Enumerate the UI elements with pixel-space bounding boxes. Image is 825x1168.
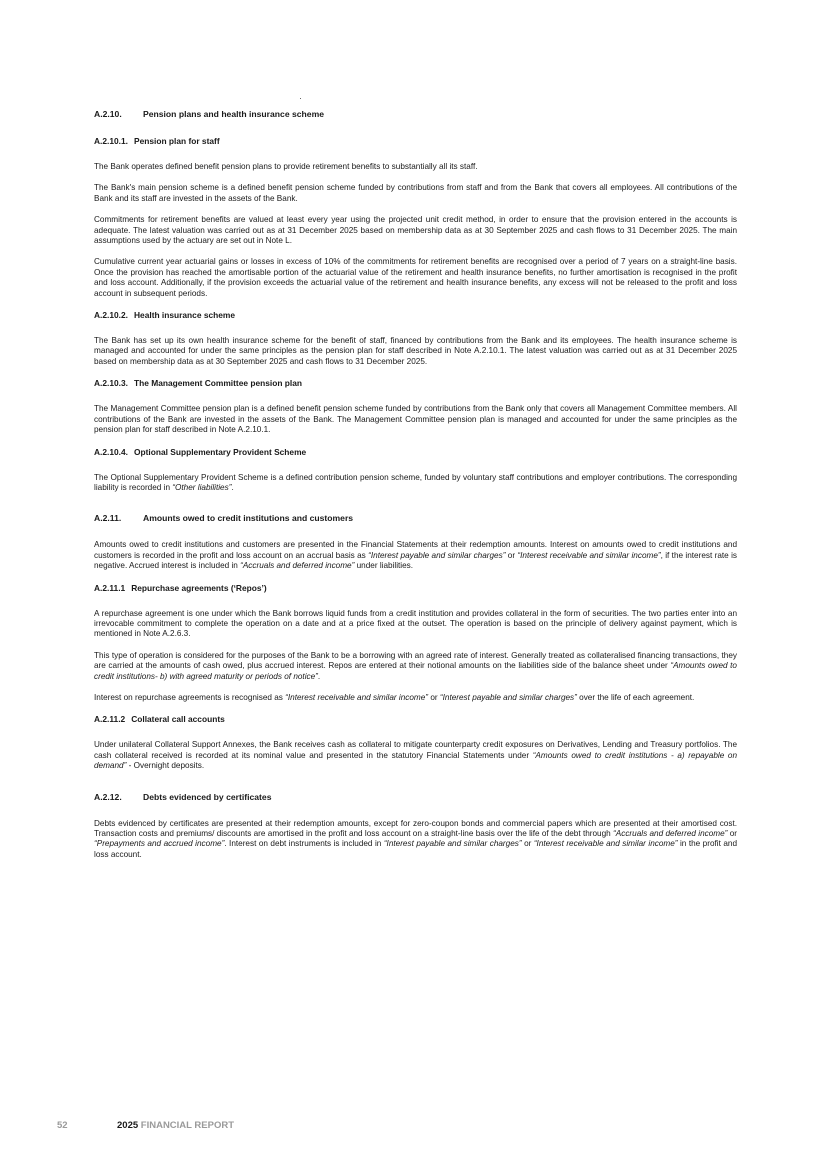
italic-term: “Amounts owed to credit institutions - a) repayable on demand” bbox=[94, 750, 738, 771]
text-run: - Overnight deposits. bbox=[126, 761, 205, 771]
paragraph bbox=[94, 473, 737, 494]
stray-dot bbox=[300, 98, 301, 99]
document-page bbox=[94, 109, 737, 871]
italic-term: “Interest payable and similar charges” bbox=[383, 839, 522, 849]
italic-term: “Accruals and deferred income” bbox=[613, 829, 728, 838]
text-run: Amounts owed to credit institutions and customers are presented in the Financial Statements at their redemption amounts. Interest on amounts owed to credit institutions and customers is recorded in the profit and loss account on an accrual basis as bbox=[94, 540, 737, 560]
section-title: Health insurance scheme bbox=[134, 310, 236, 321]
section-number: A.2.10. bbox=[94, 109, 122, 119]
section-title: Optional Supplementary Provident Scheme bbox=[134, 446, 307, 457]
italic-term: “Prepayments and accrued income” bbox=[94, 839, 225, 849]
italic-term: “Interest receivable and similar income” bbox=[533, 839, 678, 849]
paragraph bbox=[94, 540, 737, 571]
heading-a-2-11-2 bbox=[94, 714, 737, 725]
paragraph bbox=[94, 819, 737, 861]
section-title: Pension plan for staff bbox=[134, 136, 220, 146]
section-title: The Management Committee pension plan bbox=[134, 378, 302, 389]
paragraph: The Management Committee pension plan is a defined benefit pension scheme funded by contributions from the Bank only that covers all Management Committee members. All contributions of the Bank are invested in the assets of the Bank. The Management Committee pension plan is managed and accounted for under the same principles as the pension plan for staff described in Note A.2.10.1. bbox=[94, 404, 737, 435]
text-run: Debts evidenced by certificates are presented at their redemption amounts, except for zero-coupon bonds and commercial papers which are presented at their amortised cost. Transaction costs and premiums/ discounts are amortised in the profit and loss account on a straight-line basis over the life of the debt through bbox=[94, 818, 737, 838]
section-number: A.2.10.3. bbox=[94, 378, 128, 389]
text-run: or bbox=[505, 550, 518, 560]
section-number: A.2.11.2 bbox=[94, 714, 126, 725]
page-number: 52 bbox=[57, 1120, 68, 1131]
text-run: The Optional Supplementary Provident Scheme is a defined contribution pension scheme, funded by voluntary staff contributions and employer contributions. The corresponding liability is recorded in bbox=[94, 472, 737, 492]
text-run: This type of operation is considered for the purposes of the Bank to be a borrowing with an agreed rate of interest. Generally treated as collateralised financing transactions, they are carried at the amounts of cash owed, plus accrued interest. Repos are entered at their notional amounts on the liabilities side of the balance sheet under bbox=[94, 650, 737, 671]
text-run: under liabilities. bbox=[354, 561, 414, 571]
paragraph: Cumulative current year actuarial gains or losses in excess of 10% of the commitments for retirement benefits are recognised over a period of 7 years on a straight-line basis. Once the provision has reached the amortisable portion of the actuarial value of the retirement and health insurance benefits, no further amortisation is recognised in the profit and loss account. Additionally, if the provision exceeds the actuarial value of the retirement and health insurance benefits, any excess will not be released to the profit and loss account in subsequent periods. bbox=[94, 257, 737, 298]
heading-a-2-10-2 bbox=[94, 310, 737, 321]
page-footer bbox=[57, 1120, 234, 1131]
text-run: . bbox=[231, 482, 234, 492]
paragraph bbox=[94, 693, 737, 703]
paragraph: A repurchase agreement is one under which the Bank borrows liquid funds from a credit institution and provides collateral in the form of securities. The two parties enter into an irrevocable commitment to complete the operation on a date and at a price fixed at the outset. The operation is based on the principle of delivery against payment, which is mentioned in Note A.2.6.3. bbox=[94, 608, 737, 639]
paragraph: The Bank's main pension scheme is a defined benefit pension scheme funded by contributions from staff and from the Bank that covers all employees. All contributions of the Bank and its staff are invested in the assets of the Bank. bbox=[94, 183, 737, 203]
section-number: A.2.10.2. bbox=[94, 310, 128, 321]
italic-term: “Other liabilities” bbox=[172, 482, 232, 492]
italic-term: “Accruals and deferred income” bbox=[240, 561, 355, 571]
heading-a-2-10-3 bbox=[94, 378, 737, 389]
text-run: , if the interest rate is negative. Accrued interest is included in bbox=[94, 550, 737, 571]
section-number: A.2.10.4. bbox=[94, 446, 128, 457]
italic-term: “Interest receivable and similar income” bbox=[285, 692, 429, 702]
text-run: or bbox=[727, 829, 737, 838]
section-number: A.2.11.1 bbox=[94, 582, 126, 593]
text-run: or bbox=[521, 839, 534, 849]
paragraph: The Bank has set up its own health insurance scheme for the benefit of staff, financed by contributions from the Bank and its employees. The health insurance scheme is managed and accounted for under the same principles as the pension plan for staff described in Note A.2.10.1. The latest valuation was carried out as at 31 December 2025 based on membership data as at 30 September 2025 and cash flows to 31 December 2025. bbox=[94, 336, 737, 366]
section-title: Amounts owed to credit institutions and customers bbox=[143, 513, 354, 524]
section-title: Pension plans and health insurance scheme bbox=[143, 109, 325, 119]
section-title: Collateral call accounts bbox=[131, 714, 225, 725]
heading-a-2-10-4 bbox=[94, 447, 737, 458]
section-number: A.2.11. bbox=[94, 513, 122, 524]
heading-a-2-12 bbox=[94, 792, 737, 803]
text-run: over the life of each agreement. bbox=[576, 692, 695, 702]
section-title: Debts evidenced by certificates bbox=[143, 791, 272, 802]
text-run: in the profit and loss account. bbox=[94, 839, 738, 859]
text-run: Under unilateral Collateral Support Annexes, the Bank receives cash as collateral to mitigate counterparty credit exposures on Derivatives, Lending and Treasury portfolios. The cash collateral received is recorded at its nominal value and presented in the statutory Financial Statements under bbox=[94, 740, 737, 760]
paragraph: The Bank operates defined benefit pension plans to provide retirement benefits to substantially all its staff. bbox=[94, 162, 478, 171]
section-number: A.2.12. bbox=[94, 791, 122, 802]
italic-term: “Interest payable and similar charges” bbox=[439, 692, 577, 702]
section-title: Repurchase agreements (‘Repos’) bbox=[131, 582, 267, 593]
italic-term: “Amounts owed to credit institutions- b) with agreed maturity or periods of notice” bbox=[94, 661, 737, 681]
text-run: . bbox=[317, 671, 321, 681]
report-title: FINANCIAL REPORT bbox=[140, 1120, 235, 1131]
heading-a-2-10 bbox=[94, 109, 737, 120]
italic-term: “Interest payable and similar charges” bbox=[368, 550, 506, 560]
text-run: . Interest on debt instruments is included in bbox=[224, 839, 384, 849]
heading-a-2-11 bbox=[94, 513, 737, 524]
text-run: or bbox=[428, 692, 440, 702]
paragraph bbox=[94, 651, 737, 682]
heading-a-2-11-1 bbox=[94, 583, 737, 594]
paragraph: Commitments for retirement benefits are valued at least every year using the projected unit credit method, in order to ensure that the provision entered in the accounts is adequate. The latest valuation was carried out as at 31 December 2025 based on membership data as at 30 September 2025 and cash flows to 31 December 2025. The main assumptions used by the actuary are set out in Note L. bbox=[94, 215, 737, 246]
heading-a-2-10-1 bbox=[94, 136, 737, 147]
text-run: Interest on repurchase agreements is recognised as bbox=[94, 692, 286, 702]
paragraph bbox=[94, 740, 737, 771]
report-year: 2025 bbox=[117, 1120, 139, 1131]
italic-term: “Interest receivable and similar income” bbox=[517, 550, 661, 560]
section-number: A.2.10.1. bbox=[94, 136, 128, 146]
